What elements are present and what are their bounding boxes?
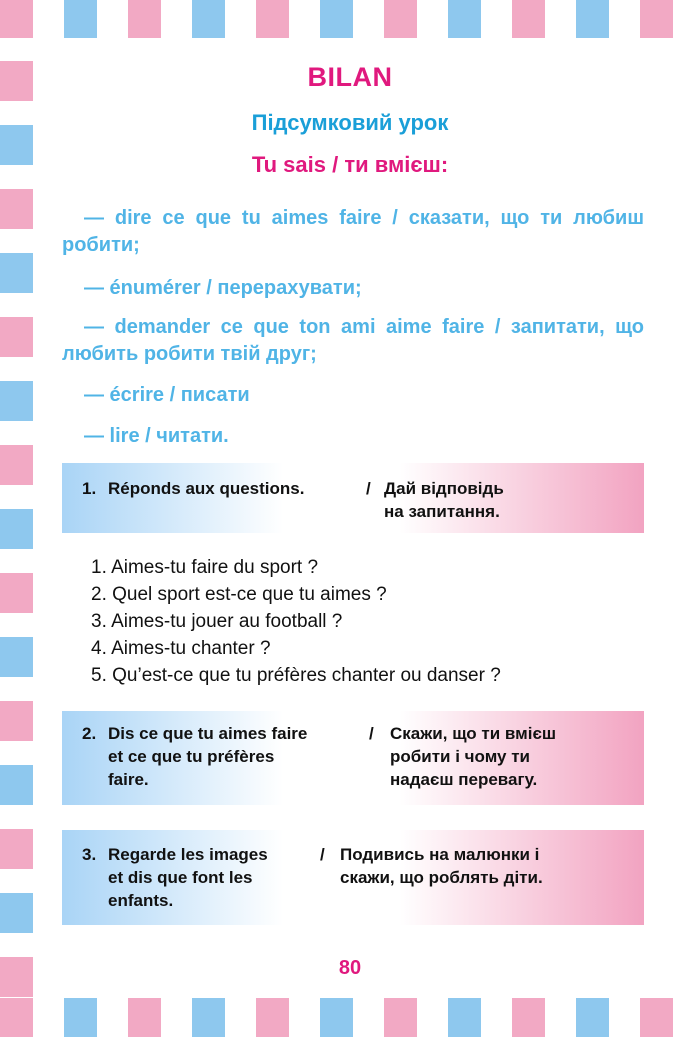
skill-item: — dire ce que tu aimes faire / сказати, що ти любиш робити; — [62, 207, 644, 256]
skills-heading: Tu sais / ти вмієш: — [251, 152, 449, 177]
border-square — [64, 998, 97, 1037]
border-square — [384, 0, 417, 38]
question-item: 3. Aimes-tu jouer au football ? — [91, 611, 343, 632]
border-square — [64, 0, 97, 38]
exercise-instruction-fr: Dis ce que tu aimes faire et ce que tu préfères faire. — [108, 724, 308, 789]
border-square — [384, 998, 417, 1037]
border-square — [0, 189, 33, 229]
border-square — [576, 998, 609, 1037]
question-item: 1. Aimes-tu faire du sport ? — [91, 557, 319, 578]
separator: / — [320, 845, 325, 864]
skill-item: — énumérer / перерахувати; — [84, 277, 362, 299]
exercise-number: 1. — [82, 479, 97, 498]
border-square — [0, 509, 33, 549]
border-square — [0, 381, 33, 421]
border-square — [0, 573, 33, 613]
border-square — [192, 998, 225, 1037]
skill-item: — lire / читати. — [84, 425, 229, 447]
border-square — [0, 701, 33, 741]
question-item: 4. Aimes-tu chanter ? — [91, 638, 271, 659]
exercise-instruction-fr: Regarde les images et dis que font les enfants. — [108, 845, 268, 910]
exercise-instruction-uk: Скажи, що ти вмієш робити і чому ти надаєш перевагу. — [390, 724, 556, 789]
border-square — [0, 998, 33, 1037]
border-square — [640, 0, 673, 38]
border-square — [192, 0, 225, 38]
exercise-instruction-uk: Дай відповідь на запитання. — [384, 479, 504, 521]
border-square — [0, 829, 33, 869]
exercise-2-box — [62, 711, 644, 805]
question-item: 2. Quel sport est-ce que tu aimes ? — [91, 584, 387, 605]
border-square — [448, 998, 481, 1037]
border-square — [0, 0, 33, 38]
border-square — [256, 0, 289, 38]
border-square — [0, 637, 33, 677]
exercise-instruction-uk: Подивись на малюнки і скажи, що роблять діти. — [340, 845, 543, 887]
page-number: 80 — [338, 957, 362, 979]
separator: / — [369, 724, 374, 743]
lesson-subtitle: Підсумковий урок — [251, 110, 449, 135]
border-square — [0, 445, 33, 485]
border-square — [576, 0, 609, 38]
exercise-number: 2. — [82, 724, 97, 743]
border-square — [512, 998, 545, 1037]
exercise-instruction-fr: Réponds aux questions. — [108, 479, 305, 498]
border-square — [0, 765, 33, 805]
border-square — [320, 0, 353, 38]
border-square — [256, 998, 289, 1037]
exercise-1-box — [62, 463, 644, 533]
question-item: 5. Qu’est-ce que tu préfères chanter ou danser ? — [91, 665, 501, 686]
border-square — [0, 893, 33, 933]
skill-item: — demander ce que ton ami aime faire / запитати, що любить робити твій друг; — [62, 316, 644, 365]
border-square — [0, 317, 33, 357]
border-square — [0, 253, 33, 293]
separator: / — [366, 479, 371, 498]
border-square — [640, 998, 673, 1037]
border-square — [128, 998, 161, 1037]
skill-item: — écrire / писати — [84, 384, 250, 406]
border-square — [128, 0, 161, 38]
border-square — [320, 998, 353, 1037]
border-square — [512, 0, 545, 38]
page-title: BILAN — [307, 62, 393, 92]
exercise-number: 3. — [82, 845, 97, 864]
border-square — [448, 0, 481, 38]
exercise-3-box — [62, 830, 644, 925]
